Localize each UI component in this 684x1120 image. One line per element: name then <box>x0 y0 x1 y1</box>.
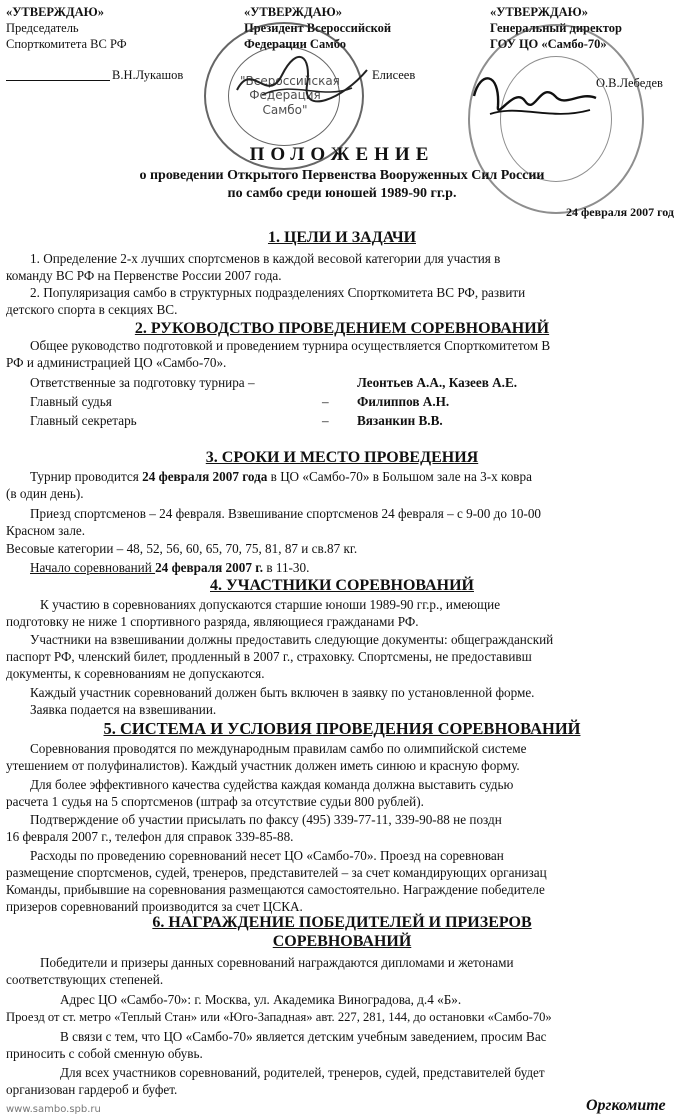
approval-position: Председатель <box>6 21 79 35</box>
approval-position: Генеральный директор <box>490 21 622 35</box>
paragraph-line: Соревнования проводятся по международным правилам самбо по олимпийской системе <box>30 741 527 756</box>
seal-text: "Всероссийская Федерация Самбо" <box>240 74 340 117</box>
paragraph-line: размещение спортсменов, судей, тренеров, представителей – за счет командирующих организац <box>6 865 547 880</box>
approval-block-left <box>6 4 127 52</box>
paragraph-line: призеров соревнований производится за счет ЦСКА. <box>6 899 303 914</box>
paragraph-line: Общее руководство подготовкой и проведением турнира осуществляется Спорткомитетом В <box>30 338 551 353</box>
paragraph-line: команду ВС РФ на Первенстве России 2007 года. <box>6 268 282 283</box>
paragraph-line: Весовые категории – 48, 52, 56, 60, 65, 70, 75, 81, 87 и св.87 кг. <box>6 541 358 556</box>
paragraph-line: расчета 1 судья на 5 спортсменов (штраф за отсутствие судьи 800 рублей). <box>6 794 424 809</box>
paragraph-line: соответствующих степеней. <box>6 972 164 987</box>
website-watermark: www.sambo.spb.ru <box>6 1104 101 1115</box>
text-run: в 11-30. <box>263 560 310 575</box>
role-label: Главный судья <box>30 394 112 409</box>
paragraph-line: В связи с тем, что ЦО «Самбо-70» является детским учебным заведением, просим Вас <box>60 1029 547 1044</box>
section-heading: 5. СИСТЕМА И УСЛОВИЯ ПРОВЕДЕНИЯ СОРЕВНОВАНИЙ <box>103 719 581 738</box>
role-label: Ответственные за подготовку турнира – <box>30 375 255 390</box>
paragraph-line: Приезд спортсменов – 24 февраля. Взвешивание спортсменов 24 февраля – с 9-00 до 10-00 <box>30 506 542 521</box>
approval-organization: Спорткомитета ВС РФ <box>6 37 127 51</box>
text-run-bold: 24 февраля 2007 г. <box>155 560 264 575</box>
approval-signer-right: О.В.Лебедев <box>596 76 663 90</box>
paragraph-line: приносить с собой сменную обувь. <box>6 1046 203 1061</box>
role-value: Вязанкин В.В. <box>357 413 443 428</box>
paragraph-line: РФ и администрацией ЦО «Самбо-70». <box>6 355 227 370</box>
text-run: в ЦО «Самбо-70» в Большом зале на 3-х ковра <box>267 469 532 484</box>
paragraph-line: Расходы по проведению соревнований несет ЦО «Самбо-70». Проезд на соревнован <box>30 848 504 863</box>
paragraph-line: Подтверждение об участии присылать по факсу (495) 339-77-11, 339-90-88 не поздн <box>30 812 502 827</box>
paragraph-line <box>30 560 309 576</box>
approval-title: «УТВЕРЖДАЮ» <box>6 5 104 19</box>
paragraph-line: К участию в соревнованиях допускаются старшие юноши 1989-90 гг.р., имеющие <box>40 597 501 612</box>
role-label: Главный секретарь <box>30 413 137 428</box>
signature-center <box>232 50 372 110</box>
section-heading: 6. НАГРАЖДЕНИЕ ПОБЕДИТЕЛЕЙ И ПРИЗЕРОВ <box>152 914 532 931</box>
paragraph-line: организован гардероб и буфет. <box>6 1082 178 1097</box>
paragraph-line: 16 февраля 2007 г., телефон для справок 339-85-88. <box>6 829 294 844</box>
text-run: Турнир проводится <box>30 469 143 484</box>
paragraph-line: Участники на взвешивании должны предоставить следующие документы: общегражданский <box>30 632 554 647</box>
document-subtitle-2: по самбо среди юношей 1989-90 гг.р. <box>227 186 457 201</box>
section-heading: 1. ЦЕЛИ И ЗАДАЧИ <box>267 229 417 246</box>
role-value: Филиппов А.Н. <box>357 394 450 409</box>
approval-organization: Федерации Самбо <box>244 37 347 51</box>
approval-position: Президент Всероссийской <box>244 21 392 35</box>
paragraph-line: Для более эффективного качества судейства каждая команда должна выставить судью <box>30 777 514 792</box>
paragraph-line: подготовку не ниже 1 спортивного разряда, являющиеся гражданами РФ. <box>6 614 419 629</box>
approval-signer-left: В.Н.Лукашов <box>112 68 184 82</box>
section-heading: 3. СРОКИ И МЕСТО ПРОВЕДЕНИЯ <box>205 449 479 466</box>
section-heading: 4. УЧАСТНИКИ СОРЕВНОВАНИЙ <box>210 577 474 594</box>
role-dash: – <box>322 413 329 428</box>
section-heading: 2. РУКОВОДСТВО ПРОВЕДЕНИЕМ СОРЕВНОВАНИЙ <box>134 320 550 337</box>
paragraph-line: Команды, прибывшие на соревнования размещаются самостоятельно. Награждение победителе <box>6 882 545 897</box>
paragraph-line: Адрес ЦО «Самбо-70»: г. Москва, ул. Академика Виноградова, д.4 «Б». <box>60 992 462 1007</box>
text-run-bold: 24 февраля 2007 года <box>142 469 268 484</box>
signature-line-left <box>6 80 110 81</box>
paragraph-line <box>30 469 532 485</box>
document-title: ПОЛОЖЕНИЕ <box>249 144 435 165</box>
paragraph-line: 2. Популяризация самбо в структурных подразделениях Спорткомитета ВС РФ, развити <box>30 285 526 300</box>
approval-signer-center: Елисеев <box>372 68 416 82</box>
approval-title: «УТВЕРЖДАЮ» <box>490 5 588 19</box>
role-dash: – <box>322 394 329 409</box>
paragraph-line: детского спорта в секциях ВС. <box>6 302 178 317</box>
paragraph-line: Заявка подается на взвешивании. <box>30 702 217 717</box>
paragraph-line: документы, к соревнованиям не допускаются. <box>6 666 265 681</box>
document-date: 24 февраля 2007 год <box>566 205 674 219</box>
approval-title: «УТВЕРЖДАЮ» <box>244 5 342 19</box>
paragraph-line: Каждый участник соревнований должен быть включен в заявку по установленной форме. <box>30 685 535 700</box>
text-run-underlined: Начало соревнований <box>30 560 156 575</box>
paragraph-line: Победители и призеры данных соревнований награждаются дипломами и жетонами <box>40 955 514 970</box>
signature-right <box>470 66 600 126</box>
paragraph-line: Красном зале. <box>6 523 86 538</box>
section-heading-continued: СОРЕВНОВАНИЙ <box>272 933 412 950</box>
role-value: Леонтьев А.А., Казеев А.Е. <box>357 375 518 390</box>
paragraph-line: утешением от полуфиналистов). Каждый участник должен иметь синюю и красную форму. <box>6 758 520 773</box>
paragraph-line: Для всех участников соревнований, родителей, тренеров, судей, представителей будет <box>60 1065 545 1080</box>
paragraph-line: 1. Определение 2-х лучших спортсменов в каждой весовой категории для участия в <box>30 251 501 266</box>
paragraph-line: Проезд от ст. метро «Теплый Стан» или «Юго-Западная» авт. 227, 281, 144, до остановки «Самбо-70» <box>6 1010 552 1024</box>
paragraph-line: (в один день). <box>6 486 84 501</box>
document-subtitle: о проведении Открытого Первенства Вооруженных Сил России <box>139 168 545 183</box>
paragraph-line: паспорт РФ, членский билет, продленный в 2007 г., страховку. Спортсмены, не предоставивш <box>6 649 532 664</box>
approval-organization: ГОУ ЦО «Самбо-70» <box>490 37 607 51</box>
organizing-committee: Оргкомите <box>586 1097 666 1114</box>
